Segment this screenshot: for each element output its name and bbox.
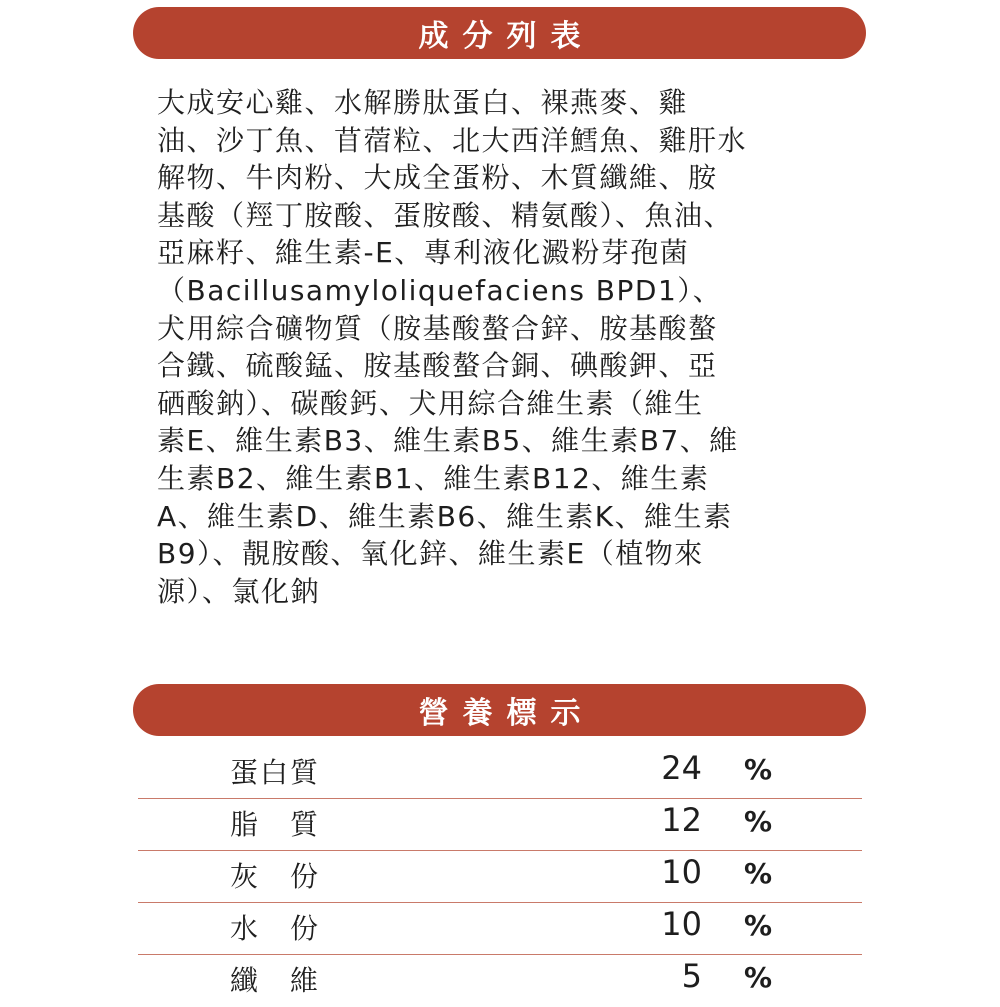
ingredients-header-banner xyxy=(133,7,866,59)
nutrient-label: 蛋白質 xyxy=(230,756,321,789)
nutrition-table xyxy=(138,747,862,1007)
nutrition-header-title: 營養標示 xyxy=(418,696,595,731)
nutrient-unit: % xyxy=(743,961,772,994)
nutrient-unit: % xyxy=(743,909,772,942)
nutrient-label: 纖 維 xyxy=(230,964,321,997)
nutrient-label: 水 份 xyxy=(230,912,321,945)
nutrient-label: 脂 質 xyxy=(230,808,321,841)
nutrient-unit: % xyxy=(743,857,772,890)
nutrition-row-ash xyxy=(138,851,862,903)
nutrition-header-banner xyxy=(133,684,866,736)
nutrient-label: 灰 份 xyxy=(230,860,321,893)
nutrient-value: 5 xyxy=(681,957,702,995)
nutrition-row-fat xyxy=(138,799,862,851)
ingredients-header-title: 成分列表 xyxy=(418,19,595,54)
nutrient-value: 12 xyxy=(661,801,702,839)
ingredients-list-text: 大成安心雞、水解勝肽蛋白、裸燕麥、雞 油、沙丁魚、苜蓿粒、北大西洋鱈魚、雞肝水 解物、牛肉粉、大成全蛋粉、木質纖維、胺 基酸（羥丁胺酸、蛋胺酸、精氨酸）、魚油、 亞麻籽、維生素-E、專利液化澱粉芽孢菌 （Bacillusamyloliquefaciens BPD1）、 犬用綜合礦物質（胺基酸螯合鋅、胺基酸螯 合鐵、硫酸錳、胺基酸螯合銅、碘酸鉀、亞 硒酸鈉）、碳酸鈣、犬用綜合維生素（維生 素E、維生素B3、維生素B5、維生素B7、維 生素B2、維生素B1、維生素B12、維生素 A、維生素D、維生素B6、維生素K、維生素 B9）、靚胺酸、氧化鋅、維生素E（植物來 源）、氯化鈉 xyxy=(157,86,748,608)
nutrient-unit: % xyxy=(743,805,772,838)
nutrition-row-protein xyxy=(138,747,862,799)
nutrition-row-moisture xyxy=(138,903,862,955)
nutrient-value: 24 xyxy=(661,749,702,787)
nutrient-unit: % xyxy=(743,753,772,786)
nutrient-value: 10 xyxy=(661,905,702,943)
nutrient-value: 10 xyxy=(661,853,702,891)
nutrition-row-fiber xyxy=(138,955,862,1007)
